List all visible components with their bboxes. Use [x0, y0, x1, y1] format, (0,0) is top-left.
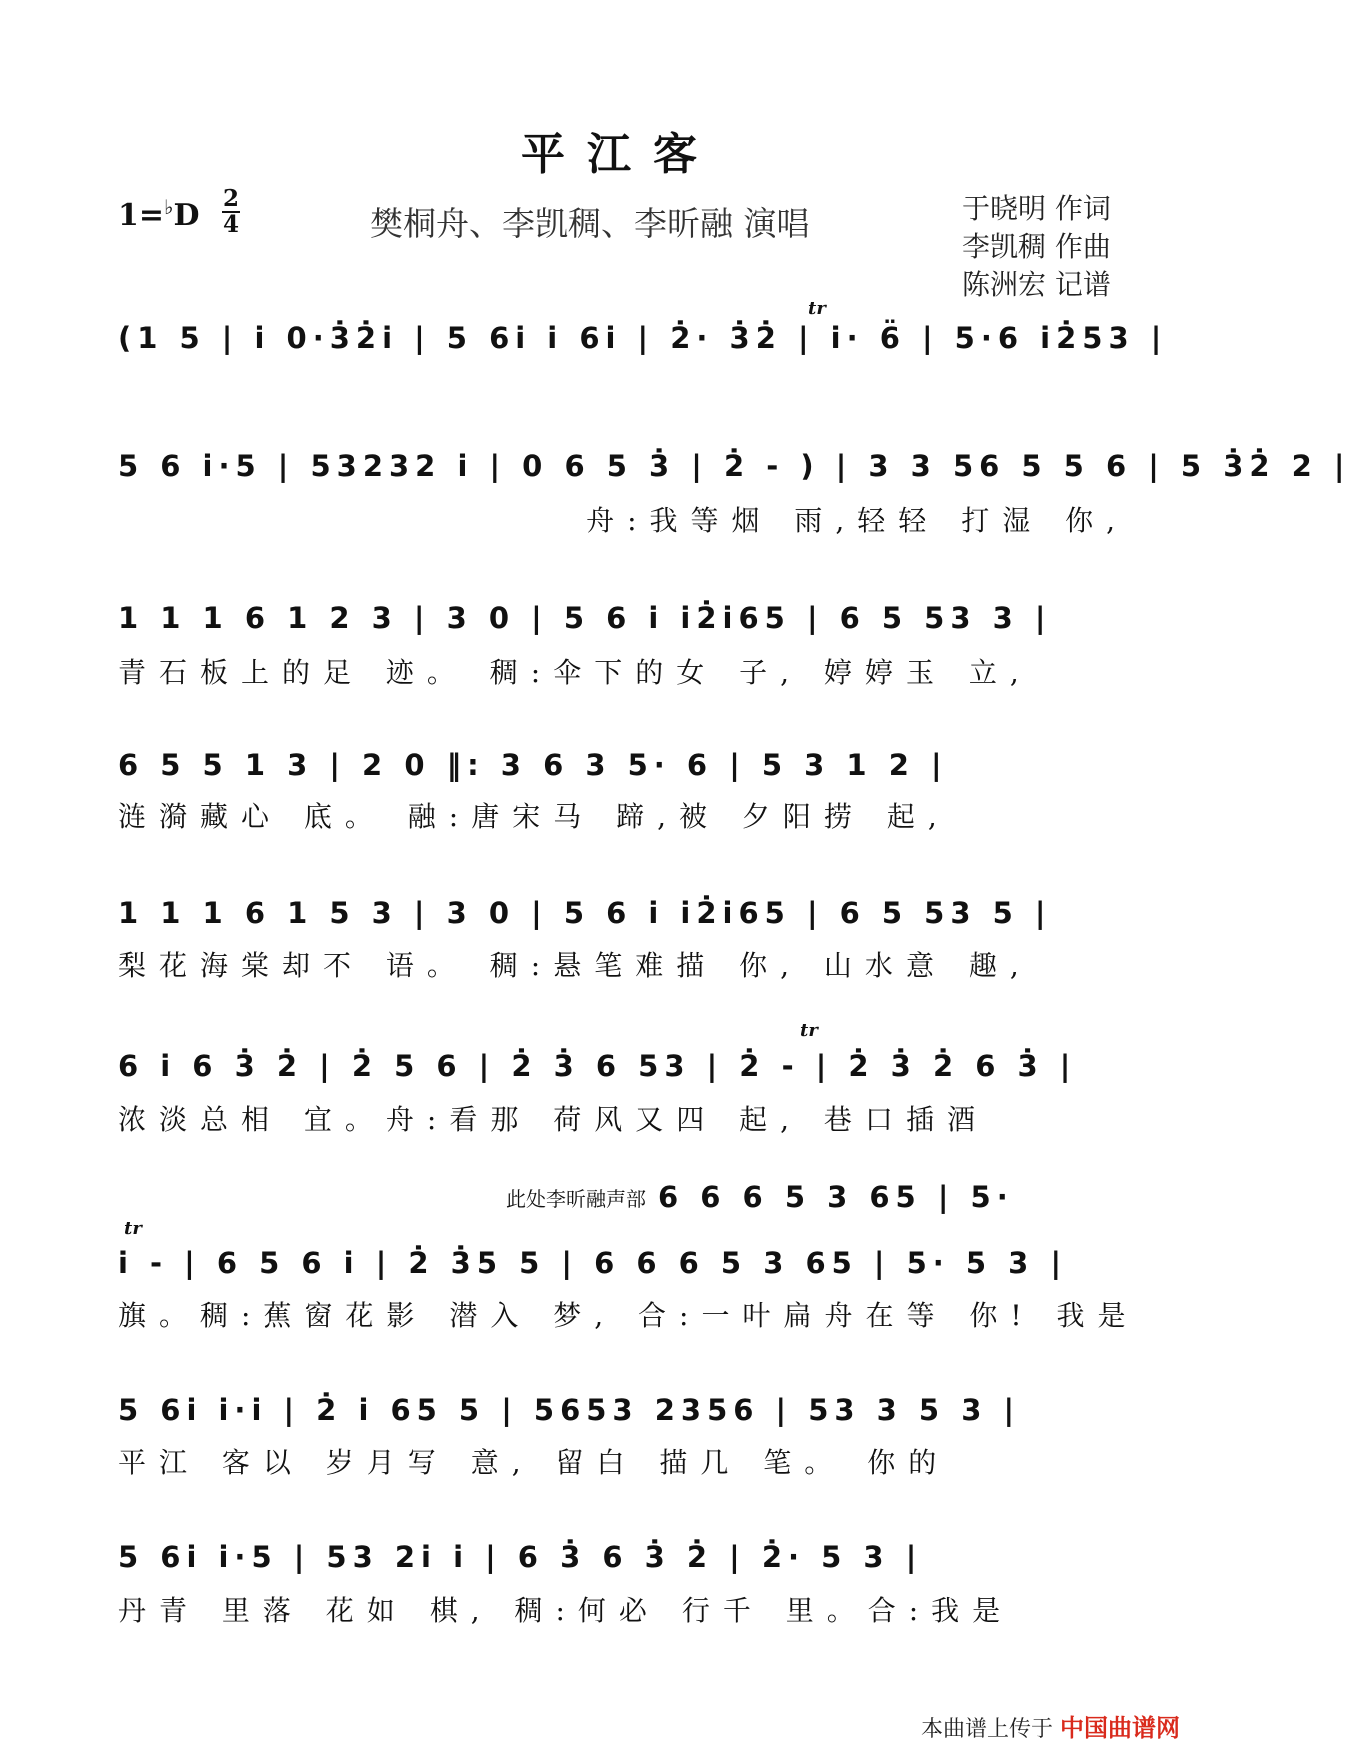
footer-prefix: 本曲谱上传于: [920, 1717, 1053, 1742]
score-system-7: [118, 1243, 1128, 1283]
flat-sign: ♭: [164, 195, 174, 219]
time-signature: [222, 185, 240, 238]
trill-mark: tr: [808, 298, 826, 319]
footer: [921, 1708, 1180, 1743]
score-system-6: [118, 1046, 1128, 1086]
lyrics-line-2: 舟:我等烟 雨,轻轻 打湿 你,: [586, 504, 1128, 537]
trill-mark-2: tr: [800, 1020, 818, 1041]
credits: [962, 190, 1111, 304]
notation-line-5: 1 1 1 6 1 5 3 | 3 0 | 5 6 i i2̇i65 | 6 5 53 5 |: [118, 896, 1052, 930]
score-system-5: [118, 893, 1128, 933]
lyrics-line-9: 丹青 里落 花如 棋, 稠:何必 行千 里。合:我是: [118, 1594, 1014, 1627]
voice-part-notes: 6 6 6 5 3 65 | 5·: [658, 1180, 1014, 1214]
key-label: 1=: [118, 198, 165, 233]
score-system-1: [118, 318, 1168, 358]
notation-line-4: 6 5 5 1 3 | 2 0 ‖: 3 6 3 5· 6 | 5 3 1 2 |: [118, 748, 948, 782]
lyrics-line-3: 青石板上的足 迹。 稠:伞下的女 子, 婷婷玉 立,: [118, 656, 1032, 689]
notation-line-6: 6 i 6 3̇ 2̇ | 2̇ 5 6 | 2̇ 3̇ 6 53 | 2̇ - | 2̇ 3̇ 2̇ 6 3̇ |: [118, 1049, 1077, 1083]
notation-line-8: 5 6i i·i | 2̇ i 65 5 | 5653 2356 | 53 3 5 3 |: [118, 1393, 1021, 1427]
notation-line-3: 1 1 1 6 1 2 3 | 3 0 | 5 6 i i2̇i65 | 6 5 53 3 |: [118, 601, 1052, 635]
score-system-9: [118, 1537, 1128, 1577]
lyricist: 于晓明 作词: [962, 192, 1111, 225]
trill-mark-3: tr: [124, 1218, 142, 1239]
notation-line-7: i - | 6 5 6 i | 2̇ 3̇5 5 | 6 6 6 5 3 65 | 5· 5 3 |: [118, 1246, 1068, 1280]
site-logo[interactable]: 中国曲谱网: [1060, 1714, 1180, 1742]
score-system-4: [118, 745, 1128, 785]
key-signature: [118, 195, 199, 233]
notation-line-2: 5 6 i·5 | 53232 i | 0 6 5 3̇ | 2̇ - ) | 3 3 56 5 5 6 | 5 3̇2̇ 2 |: [118, 449, 1351, 483]
meter-top: 2: [222, 185, 239, 212]
voice-part-note: 此处李昕融声部: [506, 1187, 646, 1211]
score-system-2: [118, 446, 1351, 486]
notation-line-1: (1 5 | i 0·3̇2̇i | 5 6i i 6i | 2̇· 3̇2̇ | i· 6̈ | 5·6 i2̇53 |: [118, 321, 1168, 355]
voice-part-notation: [658, 1177, 1108, 1217]
meter-bottom: 4: [222, 211, 239, 238]
lyrics-line-8: 平江 客以 岁月写 意, 留白 描几 笔。 你的: [118, 1446, 950, 1479]
lyrics-line-5: 梨花海棠却不 语。 稠:悬笔难描 你, 山水意 趣,: [118, 949, 1032, 982]
lyrics-line-6: 浓淡总相 宜。舟:看那 荷风又四 起, 巷口插酒: [118, 1103, 988, 1136]
composer: 李凯稠 作曲: [962, 230, 1111, 263]
song-title: 平江客: [521, 129, 719, 180]
notation-line-9: 5 6i i·5 | 53 2i i | 6 3̇ 6 3̇ 2̇ | 2̇· 5 3 |: [118, 1540, 923, 1574]
score-system-3: [118, 598, 1128, 638]
score-system-8: [118, 1390, 1128, 1430]
lyrics-line-4: 涟漪藏心 底。 融:唐宋马 蹄,被 夕阳捞 起,: [118, 800, 950, 833]
singers: 樊桐舟、李凯稠、李昕融 演唱: [370, 204, 810, 243]
key-note: D: [173, 198, 200, 233]
lyrics-line-7: 旗。稠:蕉窗花影 潜入 梦, 合:一叶扁舟在等 你! 我是: [118, 1299, 1139, 1332]
transcriber: 陈洲宏 记谱: [962, 268, 1111, 301]
